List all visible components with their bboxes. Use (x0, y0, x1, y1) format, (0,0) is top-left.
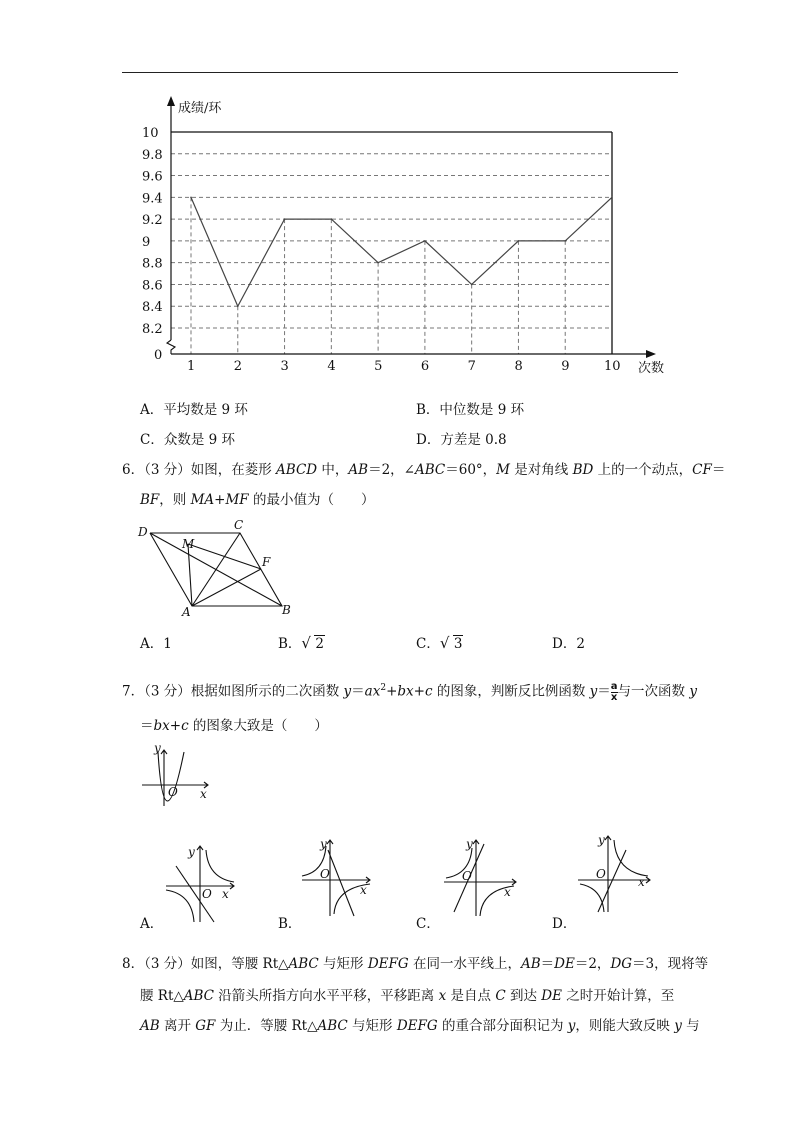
svg-text:O: O (320, 867, 330, 881)
rhombus-figure (136, 514, 306, 620)
svg-text:O: O (462, 869, 472, 883)
chart-axes (167, 96, 656, 358)
q7-graph-d (574, 830, 654, 915)
y-tick-label: 8.2 (142, 322, 163, 337)
svg-text:y: y (188, 845, 195, 859)
q6-option-c: C．√ 3 (416, 634, 463, 654)
svg-text:x: x (360, 883, 367, 897)
q5-option-d: D．方差是 0.8 (416, 432, 507, 448)
q7-graph-c (440, 834, 520, 919)
score-line-chart (140, 92, 680, 382)
x-tick-label: 2 (233, 359, 243, 374)
x-tick-label: 9 (561, 359, 570, 374)
q7-option-d: D． (552, 916, 577, 932)
data-point (564, 240, 566, 242)
y-axis-title: 成绩/环 (178, 101, 222, 116)
header-rule (122, 72, 678, 73)
label-f: F (262, 555, 271, 569)
data-point (237, 305, 239, 307)
svg-text:y: y (598, 833, 605, 847)
svg-text:x: x (200, 787, 207, 801)
svg-text:y: y (320, 837, 327, 851)
y-tick-label: 9 (142, 234, 151, 250)
label-d: D (138, 525, 148, 539)
y-axis-arrow-icon (167, 96, 175, 106)
data-point (190, 197, 192, 199)
y-tick-label: 8.4 (142, 300, 163, 316)
svg-text:O: O (596, 867, 606, 881)
svg-text:x: x (504, 885, 511, 899)
x-tick-label: 4 (327, 359, 336, 374)
q6-option-d: D．2 (552, 636, 585, 652)
q5-option-c: C．众数是 9 环 (140, 432, 236, 448)
y-tick-label: 8.8 (142, 256, 163, 272)
y-tick-label: 8.6 (142, 278, 163, 294)
data-point (377, 262, 379, 264)
svg-text:y: y (466, 837, 473, 851)
fraction-a-over-x: $\frac{a}{x}$ (610, 680, 618, 703)
x-tick-label: 6 (420, 359, 430, 374)
q7-option-a: A． (140, 916, 164, 932)
svg-text:x: x (222, 887, 229, 901)
q6-line-2: BF，则 MA+MF 的最小值为（ ） (140, 492, 375, 508)
score-series-line (191, 197, 612, 306)
svg-text:x: x (638, 875, 645, 889)
y-tick-label: 10 (142, 126, 159, 141)
q7-option-b: B． (278, 916, 302, 932)
svg-text:y: y (154, 741, 161, 755)
chart-grid (171, 132, 612, 354)
label-a: A (182, 605, 191, 619)
q5-option-a: A．平均数是 9 环 (140, 402, 248, 418)
data-point (424, 240, 426, 242)
x-tick-label: 5 (374, 359, 383, 374)
label-b: B (282, 603, 291, 617)
q7-line-2: ＝bx+c 的图象大致是（ ） (140, 718, 328, 734)
label-c: C (234, 518, 244, 532)
y-tick-label: 9.8 (142, 147, 163, 163)
y-tick-label: 9.2 (142, 213, 163, 229)
x-tick-label: 7 (467, 359, 476, 374)
q5-option-b: B．中位数是 9 环 (416, 402, 525, 418)
q7-option-c: C． (416, 916, 440, 932)
svg-text:O: O (168, 785, 178, 799)
chart-series (190, 197, 613, 307)
y-tick-label: 9.4 (142, 191, 163, 207)
svg-text:O: O (202, 887, 212, 901)
data-point (611, 197, 613, 199)
q8-line-1: 8．（3 分）如图，等腰 Rt△ABC 与矩形 DEFG 在同一水平线上，AB＝DE＝2，DG＝3，现将等 (122, 956, 709, 972)
q8-line-2: 腰 Rt△ABC 沿箭头所指方向水平平移，平移距离 x 是自点 C 到达 DE 之时开始计算，至 (140, 988, 675, 1004)
q6-option-b: B．√ 2 (278, 634, 325, 654)
q7-graph-b (296, 834, 376, 919)
q7-graph-a (160, 840, 240, 925)
x-tick-label: 8 (514, 359, 523, 374)
x-tick-label: 1 (187, 359, 196, 374)
data-point (518, 240, 520, 242)
q8-line-3: AB 离开 GF 为止．等腰 Rt△ABC 与矩形 DEFG 的重合部分面积记为 y，则能大致反映 y 与 (140, 1018, 700, 1034)
data-point (331, 218, 333, 220)
x-axis-arrow-icon (646, 350, 656, 358)
x-tick-label: 3 (280, 359, 289, 374)
y-tick-label: 0 (154, 348, 163, 363)
chart-labels (142, 100, 664, 376)
x-axis-title: 次数 (638, 361, 665, 376)
q6-option-a: A．1 (140, 636, 172, 652)
data-point (471, 284, 473, 286)
y-tick-label: 9.6 (142, 169, 163, 185)
x-tick-label: 10 (604, 359, 621, 374)
data-point (284, 218, 286, 220)
label-m: M (182, 537, 195, 551)
q7-line-1: 7．（3 分）根据如图所示的二次函数 $y=ax^2+bx+c$ 的图象，判断反比例函数 y＝ $\frac{a}{x}$ 与一次函数 y (122, 680, 697, 703)
axis-break-icon (167, 340, 175, 354)
q6-line-1: 6．（3 分）如图，在菱形 ABCD 中，AB＝2，∠ABC＝60°，M 是对角线 BD 上的一个动点，CF＝ (122, 462, 726, 478)
quadratic-graph (138, 740, 218, 810)
